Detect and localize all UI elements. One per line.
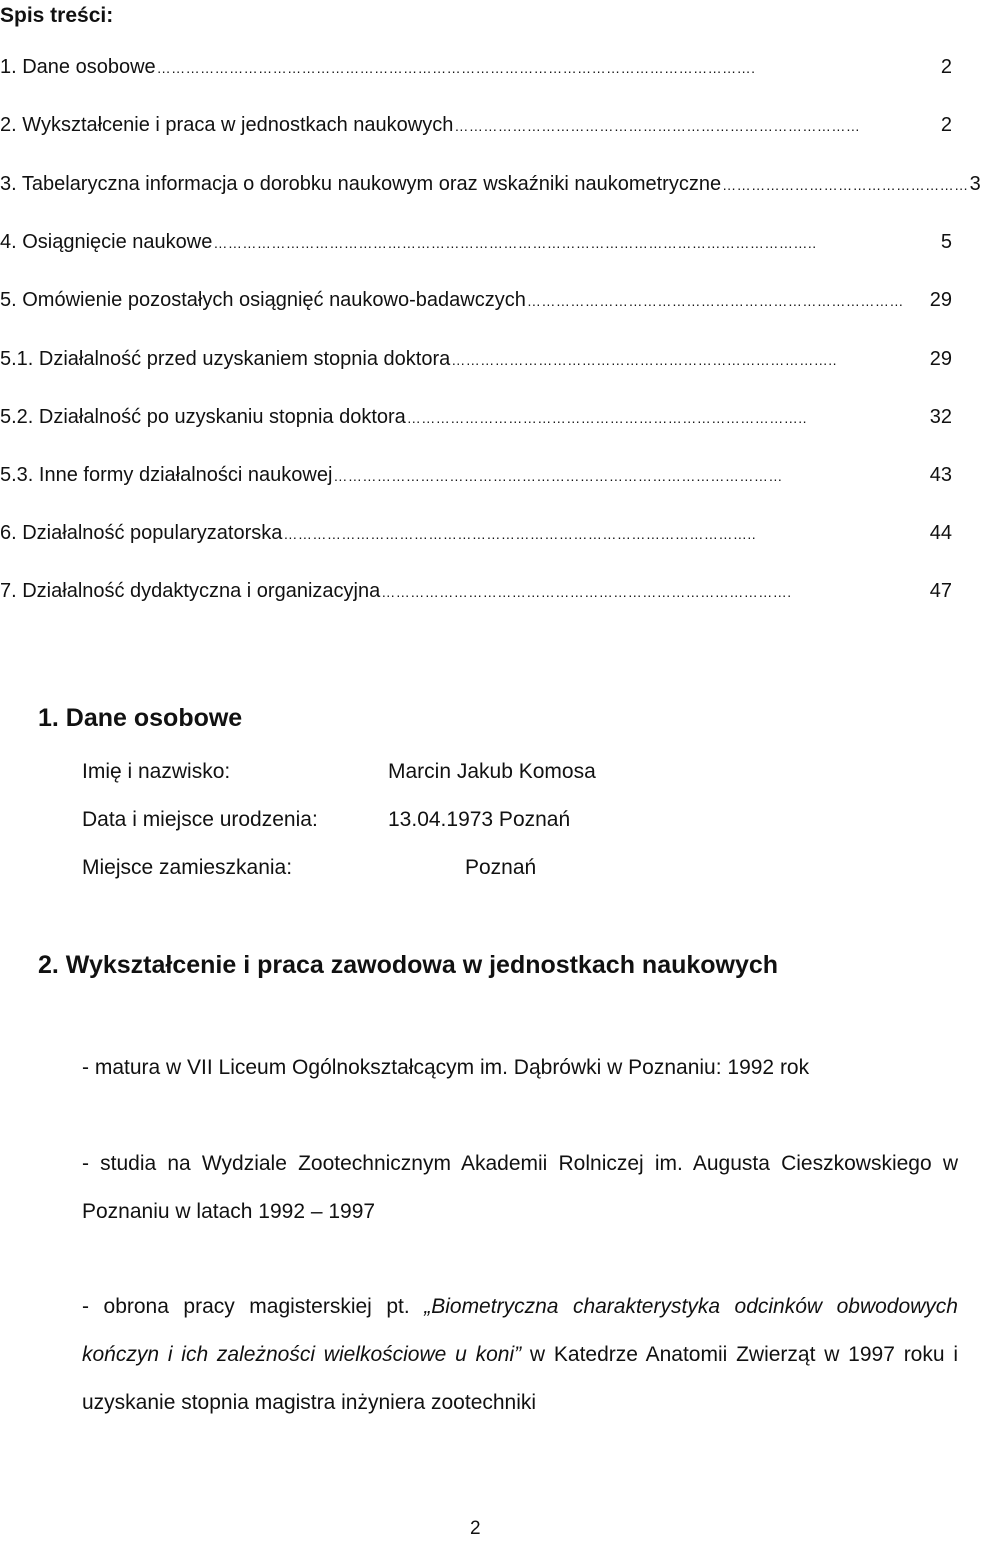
toc-entry-page: 5 [940,231,952,253]
toc-entry-leader: ………………………………………………………………………………… [333,468,783,484]
toc-entry-label: 5.2. Działalność po uzyskaniu stopnia doktora [0,406,406,428]
toc-entry-leader: ……………………………………………………………………….. [406,410,808,426]
field-label-residence: Miejsce zamieszkania: [82,856,293,879]
toc-entry [0,114,952,144]
toc-entry [0,522,952,552]
toc-entry-leader: …………………………………………………………………………………………………………….. [213,235,817,251]
page-number: 2 [470,1518,481,1539]
toc-entry-page: 29 [929,348,952,370]
toc-entry-leader: ………………………………………………………………………… [454,118,861,134]
field-value-name: Marcin Jakub Komosa [388,760,596,783]
toc-entry [0,464,952,494]
field-value-birth: 13.04.1973 Poznań [388,808,571,831]
education-item [82,1283,958,1427]
field-label-birth: Data i miejsce urodzenia: [82,808,318,831]
toc-entry [0,231,952,261]
toc-entry-leader: ……………………………………………………………………………………………………………. [156,60,756,76]
education-item: - matura w VII Liceum Ogólnokształcącym im. Dąbrówki w Poznaniu: 1992 rok [82,1056,810,1079]
toc-entry-page: 3 [969,173,981,195]
field-value-residence: Poznań [465,856,537,879]
toc-entry-page: 2 [940,114,952,136]
section-heading-personal-data: 1. Dane osobowe [38,704,243,732]
toc-entry-leader: …………………………………………… [722,177,969,193]
toc-entry-leader: …………………………………………………………………….. [451,352,838,368]
education-item-prefix: - obrona pracy magisterskiej pt. [82,1295,425,1318]
toc-entry-leader: …………………………………………………………………………. [381,584,792,600]
toc-entry [0,56,952,86]
toc-entry [0,348,952,378]
toc-entry-label: 5.3. Inne formy działalności naukowej [0,464,333,486]
education-item: - studia na Wydziale Zootechnicznym Akademii Rolniczej im. Augusta Cieszkowskiego w Poznaniu w latach 1992 – 1997 [82,1152,958,1223]
toc-entry-page: 44 [929,522,952,544]
toc-entry-label: 7. Działalność dydaktyczna i organizacyjna [0,580,381,602]
toc-entry-label: 6. Działalność popularyzatorska [0,522,283,544]
toc-entry [0,406,952,436]
toc-entry-label: 3. Tabelaryczna informacja o dorobku naukowym oraz wskaźniki naukometryczne [0,173,722,195]
thesis-title: „Biometryczna charakterystyka odcinków obwodowych kończyn i ich zależności wielkościowe u koni” [82,1295,958,1366]
toc-entry-page: 2 [940,56,952,78]
toc-entry [0,173,981,203]
toc-entry-label: 5. Omówienie pozostałych osiągnięć naukowo-badawczych [0,289,526,311]
section-heading-education: 2. Wykształcenie i praca zawodowa w jednostkach naukowych [38,951,779,979]
field-label-name: Imię i nazwisko: [82,760,231,783]
toc-entry-leader: …………………………………………………………………… [526,293,904,309]
toc-entry-page: 32 [929,406,952,428]
toc-entry [0,289,952,319]
toc-entry-page: 43 [929,464,952,486]
toc-entry-label: 4. Osiągnięcie naukowe [0,231,213,253]
education-item-suffix: w Katedrze Anatomii Zwierząt w 1997 roku i uzyskanie stopnia magistra inżyniera zootechniki [82,1343,959,1414]
toc-entry-label: 1. Dane osobowe [0,56,156,78]
toc-entry-label: 2. Wykształcenie i praca w jednostkach naukowych [0,114,454,136]
toc-entry-page: 29 [929,289,952,311]
toc-entry-label: 5.1. Działalność przed uzyskaniem stopnia doktora [0,348,451,370]
toc-entry-page: 47 [929,580,952,602]
toc-entry-leader: …………………………………………………………………………………….. [283,526,757,542]
toc-entry [0,580,952,610]
toc-title: Spis treści: [0,4,114,27]
